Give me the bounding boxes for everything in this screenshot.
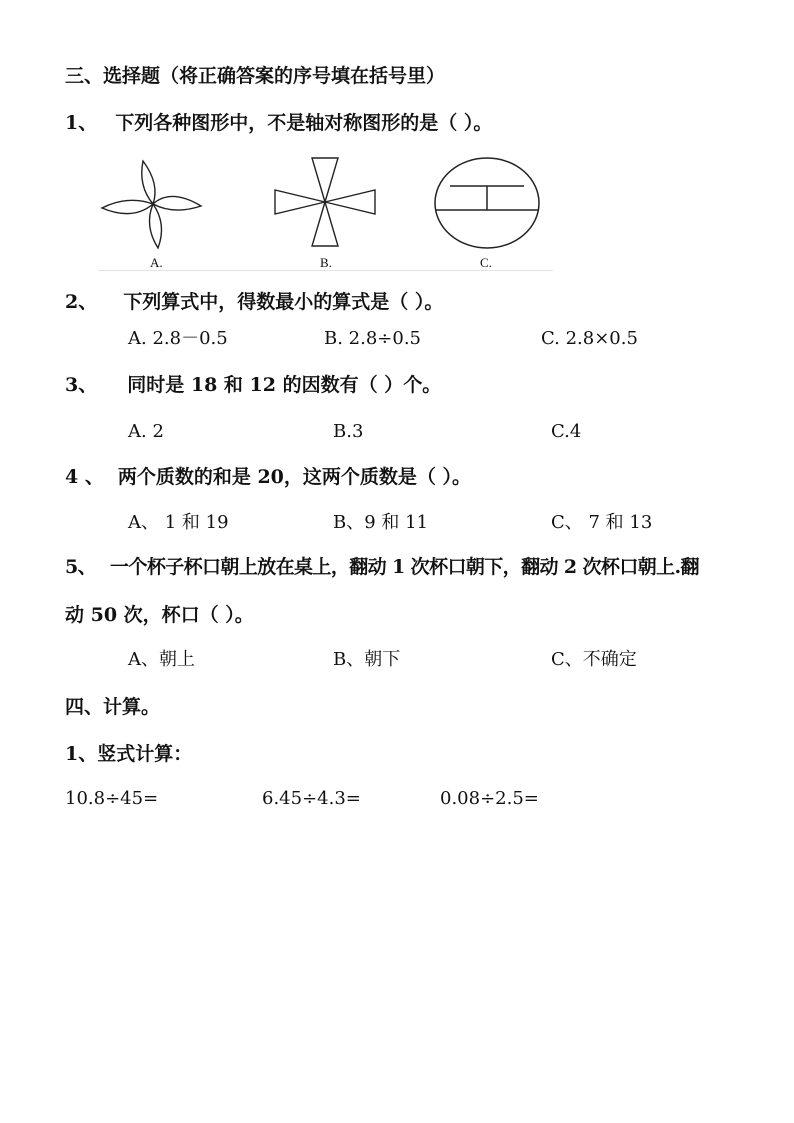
- calc-item-2: 6.45÷4.3=: [262, 788, 361, 809]
- section-4-title: 四、计算。: [65, 696, 161, 718]
- section-3-title: 三、选择题（将正确答案的序号填在括号里）: [65, 65, 446, 87]
- question-3-option-a: A. 2: [128, 421, 164, 442]
- question-2-option-b: B. 2.8÷0.5: [324, 328, 422, 349]
- question-3-number: 3、: [65, 374, 98, 396]
- question-3: [65, 373, 441, 397]
- question-4-text: 两个质数的和是 20，这两个质数是（ ）。: [117, 466, 472, 488]
- question-4-option-b: B、9 和 11: [333, 512, 429, 533]
- figure-c-circle: [432, 156, 542, 250]
- question-5-option-a: A、朝上: [128, 649, 195, 670]
- question-5-line-1: [65, 555, 699, 579]
- figure-b-cross: [272, 156, 378, 248]
- figure-a-label: A.: [150, 255, 163, 270]
- question-4-option-a: A、 1 和 19: [128, 512, 229, 533]
- figure-baseline: [98, 270, 553, 271]
- question-2-option-a: A. 2.8－0.5: [128, 328, 228, 349]
- calc-item-1: 10.8÷45=: [65, 788, 159, 809]
- question-2-number: 2、: [65, 291, 98, 313]
- section-4-sub-1-title: 1、竖式计算：: [65, 743, 193, 765]
- question-4-number: 4 、: [65, 466, 104, 488]
- question-1: [65, 111, 492, 135]
- question-4-option-c: C、 7 和 13: [551, 512, 653, 533]
- question-3-option-c: C.4: [551, 421, 582, 442]
- question-5-text-1: 一个杯子杯口朝上放在桌上，翻动 1 次杯口朝下，翻动 2 次杯口朝上.翻: [110, 556, 699, 578]
- question-5-text-2: 动 50 次，杯口（ ）。: [65, 604, 254, 626]
- question-2-option-c: C. 2.8×0.5: [541, 328, 638, 349]
- figure-c-label: C.: [480, 255, 492, 270]
- question-1-number: 1、: [65, 112, 98, 134]
- question-2: [65, 290, 443, 314]
- question-5-number: 5、: [65, 556, 97, 578]
- figure-a-pinwheel: [98, 158, 208, 250]
- question-2-text: 下列算式中，得数最小的算式是（ ）。: [123, 291, 444, 313]
- question-1-text: 下列各种图形中，不是轴对称图形的是（ ）。: [115, 112, 493, 134]
- question-5-option-c: C、不确定: [551, 649, 637, 670]
- figure-b-label: B.: [320, 255, 332, 270]
- calc-item-3: 0.08÷2.5=: [440, 788, 539, 809]
- question-3-option-b: B.3: [333, 421, 364, 442]
- question-5-option-b: B、朝下: [333, 649, 401, 670]
- question-3-text: 同时是 18 和 12 的因数有（ ）个。: [127, 374, 442, 396]
- question-4: [65, 465, 471, 489]
